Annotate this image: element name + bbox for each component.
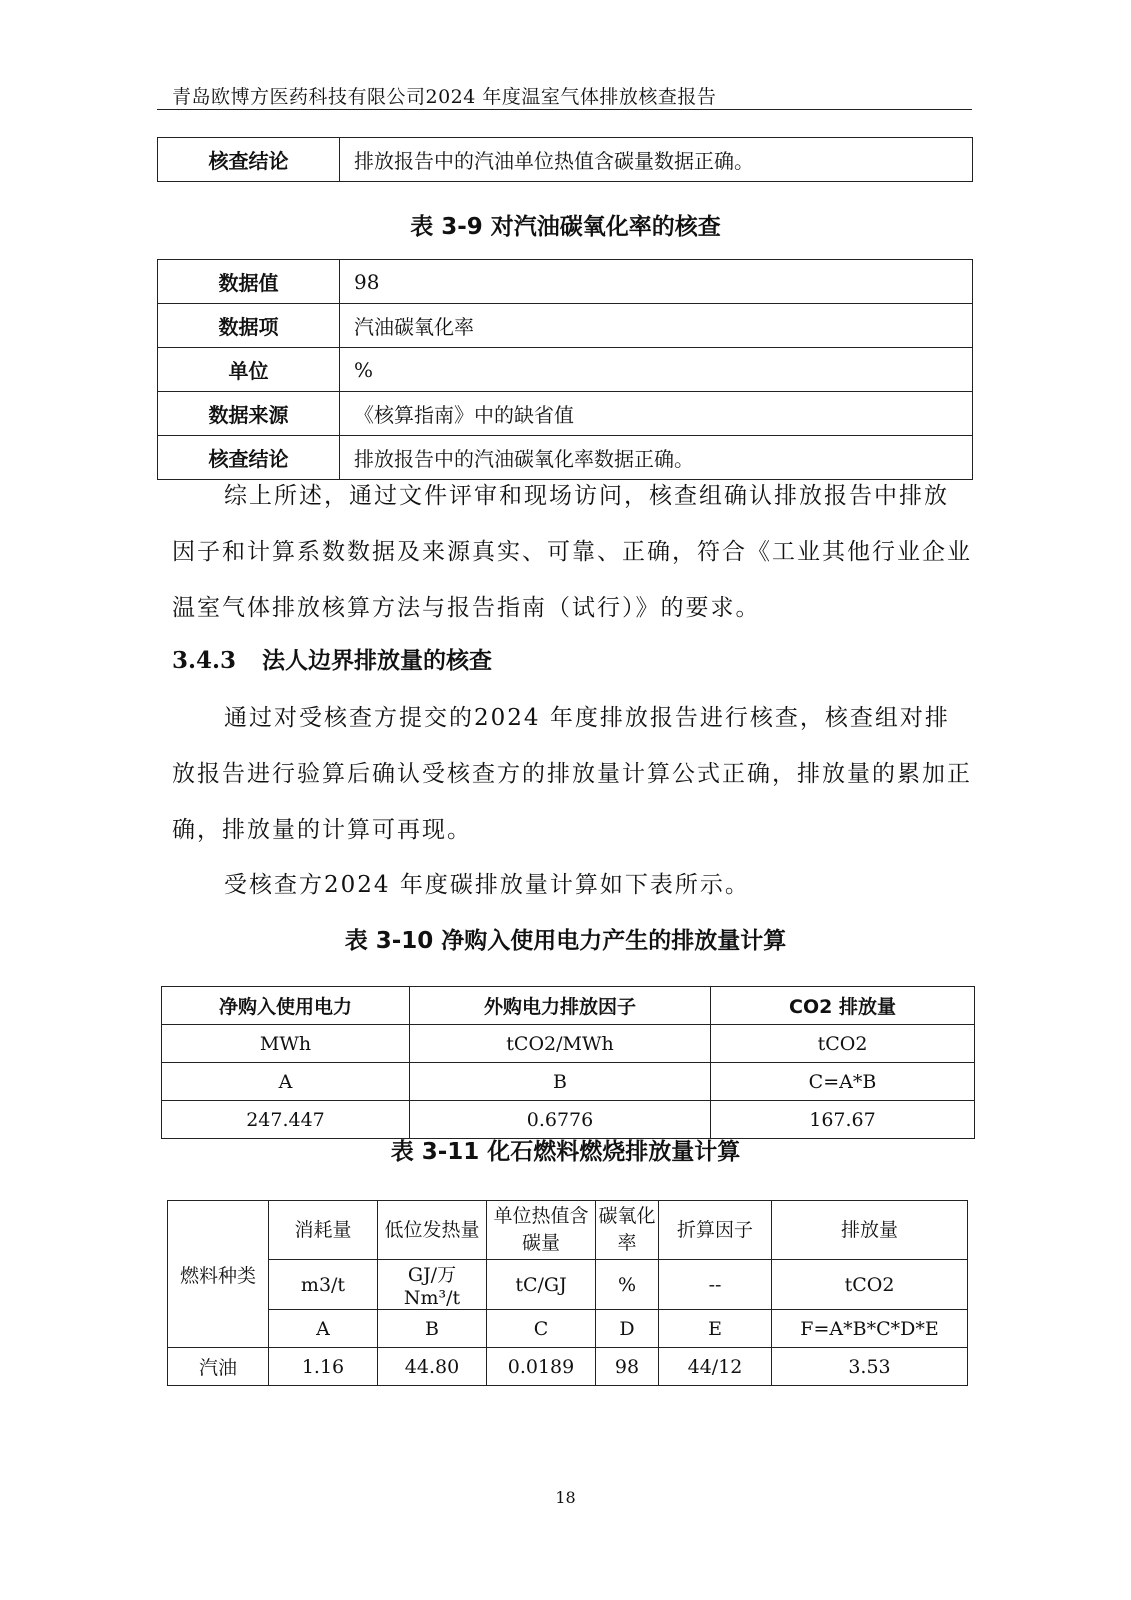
value-cell: 3.53 xyxy=(772,1348,968,1386)
header-cell: 折算因子 xyxy=(659,1201,772,1260)
fuel-cell: 汽油 xyxy=(168,1348,269,1386)
section-number: 3.4.3 xyxy=(172,647,237,674)
row-value: 排放报告中的汽油碳氧化率数据正确。 xyxy=(340,436,973,480)
value-cell: 0.0189 xyxy=(487,1348,596,1386)
value-cell: 0.6776 xyxy=(410,1101,711,1139)
value-cell: 1.16 xyxy=(269,1348,378,1386)
row-value: 汽油碳氧化率 xyxy=(340,304,973,348)
row-value: 98 xyxy=(340,260,973,304)
table-row xyxy=(168,1348,968,1386)
unit-cell: m3/t xyxy=(269,1260,378,1310)
value-cell: 98 xyxy=(596,1348,659,1386)
symbol-cell: A xyxy=(162,1063,410,1101)
header-cell: CO2 排放量 xyxy=(711,987,975,1025)
table-row xyxy=(162,1063,975,1101)
header-cell: 排放量 xyxy=(772,1201,968,1260)
table-3-9-caption: 表 3-9 对汽油碳氧化率的核查 xyxy=(410,214,721,240)
row-value: % xyxy=(340,348,973,392)
symbol-cell: C=A*B xyxy=(711,1063,975,1101)
unit-cell: GJ/万 Nm³/t xyxy=(378,1260,487,1310)
symbol-cell: B xyxy=(410,1063,711,1101)
header-cell: 单位热值含碳量 xyxy=(487,1201,596,1260)
symbol-cell: F=A*B*C*D*E xyxy=(772,1310,968,1348)
unit-cell: tCO2 xyxy=(772,1260,968,1310)
table-3-11 xyxy=(167,1200,968,1386)
table-row xyxy=(158,260,973,304)
section-title: 法人边界排放量的核查 xyxy=(262,648,493,674)
symbol-cell: C xyxy=(487,1310,596,1348)
row-label: 单位 xyxy=(158,348,340,392)
page-number: 18 xyxy=(555,1488,576,1507)
table-row xyxy=(158,392,973,436)
unit-cell: tC/GJ xyxy=(487,1260,596,1310)
value-cell: 167.67 xyxy=(711,1101,975,1139)
symbol-cell: D xyxy=(596,1310,659,1348)
summary-paragraph: 综上所述，通过文件评审和现场访问，核查组确认排放报告中排放因子和计算系数数据及来源真实、可靠、正确，符合《工业其他行业企业温室气体排放核算方法与报告指南（试行）》的要求。 xyxy=(172,483,972,621)
table-row xyxy=(168,1310,968,1348)
header-rule xyxy=(157,109,972,110)
header-cell: 低位发热量 xyxy=(378,1201,487,1260)
table-row xyxy=(158,348,973,392)
unit-cell: -- xyxy=(659,1260,772,1310)
table-header-row xyxy=(162,987,975,1025)
value-cell: 44/12 xyxy=(659,1348,772,1386)
header-cell: 消耗量 xyxy=(269,1201,378,1260)
table-header-row xyxy=(168,1201,968,1260)
fuel-type-header: 燃料种类 xyxy=(168,1201,269,1348)
unit-cell: tCO2/MWh xyxy=(410,1025,711,1063)
row-label: 数据来源 xyxy=(158,392,340,436)
symbol-cell: B xyxy=(378,1310,487,1348)
value-cell: 44.80 xyxy=(378,1348,487,1386)
unit-cell: tCO2 xyxy=(711,1025,975,1063)
table-3-11-caption: 表 3-11 化石燃料燃烧排放量计算 xyxy=(390,1139,741,1165)
header-cell: 净购入使用电力 xyxy=(162,987,410,1025)
table-row xyxy=(168,1260,968,1310)
header-cell: 碳氧化率 xyxy=(596,1201,659,1260)
row-label: 数据值 xyxy=(158,260,340,304)
symbol-cell: A xyxy=(269,1310,378,1348)
previous-table-tail xyxy=(157,137,973,182)
table-3-10-caption: 表 3-10 净购入使用电力产生的排放量计算 xyxy=(344,928,787,954)
table-3-10 xyxy=(161,986,975,1139)
table-3-9 xyxy=(157,259,973,480)
running-header: 青岛欧博方医药科技有限公司2024 年度温室气体排放核查报告 xyxy=(172,86,717,108)
symbol-cell: E xyxy=(659,1310,772,1348)
row-value: 《核算指南》中的缺省值 xyxy=(340,392,973,436)
header-cell: 外购电力排放因子 xyxy=(410,987,711,1025)
row-label: 数据项 xyxy=(158,304,340,348)
table-row xyxy=(158,304,973,348)
intro-paragraph: 受核查方2024 年度碳排放量计算如下表所示。 xyxy=(224,872,750,898)
table-row xyxy=(162,1025,975,1063)
conclusion-value: 排放报告中的汽油单位热值含碳量数据正确。 xyxy=(340,138,973,182)
unit-cell: MWh xyxy=(162,1025,410,1063)
value-cell: 247.447 xyxy=(162,1101,410,1139)
section-heading xyxy=(172,642,492,675)
conclusion-label: 核查结论 xyxy=(158,138,340,182)
verification-paragraph: 通过对受核查方提交的2024 年度排放报告进行核查，核查组对排放报告进行验算后确认受核查方的排放量计算公式正确，排放量的累加正确，排放量的计算可再现。 xyxy=(172,705,972,843)
row-label: 核查结论 xyxy=(158,436,340,480)
unit-cell: % xyxy=(596,1260,659,1310)
